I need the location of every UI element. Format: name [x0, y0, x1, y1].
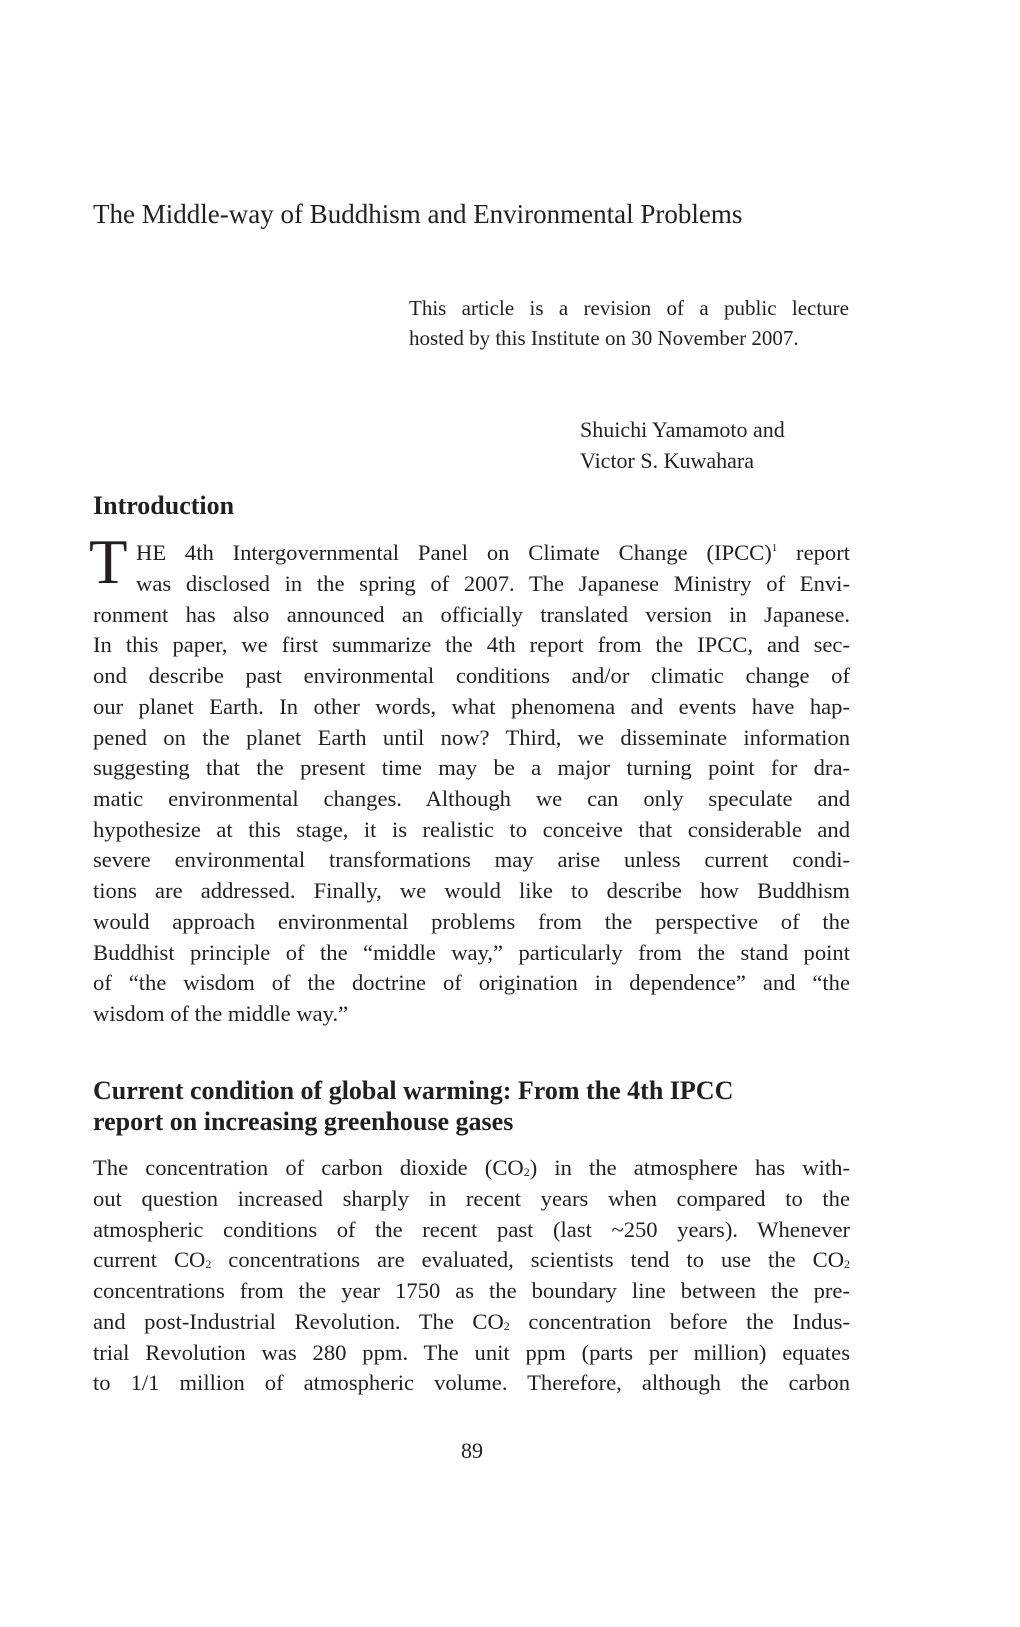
- drop-cap: T: [89, 527, 128, 597]
- paragraph-line: The concentration of carbon dioxide $(CO_2)$ in the atmosphere has with-: [93, 1155, 850, 1180]
- paragraph-line: concentrations from the year 1750 as the boundary line between the pre-: [93, 1278, 850, 1303]
- paragraph-line: pened on the planet Earth until now? Third, we disseminate information: [93, 725, 850, 750]
- paragraph-line: tions are addressed. Finally, we would like to describe how Buddhism: [93, 878, 850, 903]
- paragraph-line: out question increased sharply in recent years when compared to the: [93, 1186, 850, 1211]
- page-number: 89: [461, 1438, 483, 1463]
- paragraph-line: ond describe past environmental conditions and/or climatic change of: [93, 663, 850, 688]
- article-title: The Middle-way of Buddhism and Environmental Problems: [93, 199, 743, 229]
- footnote-marker: 1: [771, 542, 778, 554]
- article-note-line: This article is a revision of a public lecture: [409, 296, 849, 320]
- paragraph-line: to 1/1 million of atmospheric volume. Therefore, although the carbon: [93, 1370, 850, 1395]
- paragraph-line: our planet Earth. In other words, what phenomena and events have hap-: [93, 694, 850, 719]
- paragraph-line: suggesting that the present time may be a major turning point for dra-: [93, 755, 850, 780]
- paragraph-line: In this paper, we first summarize the 4th report from the IPCC, and sec-: [93, 632, 850, 657]
- paragraph-line: and post-Industrial Revolution. The $CO_2$ concentration before the Indus-: [93, 1309, 850, 1334]
- author-line: Shuichi Yamamoto and: [580, 417, 785, 442]
- section-heading-global-warming: report on increasing greenhouse gases: [93, 1107, 514, 1136]
- paragraph-line: atmospheric conditions of the recent past (last ~250 years). Whenever: [93, 1217, 850, 1242]
- paragraph-line: would approach environmental problems from the perspective of the: [93, 909, 850, 934]
- paragraph-line: wisdom of the middle way.”: [93, 1001, 349, 1026]
- paragraph-line: HE 4th Intergovernmental Panel on Climate Change (IPCC)$^1$ report: [136, 540, 850, 565]
- article-note-line: hosted by this Institute on 30 November 2007.: [409, 326, 799, 350]
- paragraph-line: was disclosed in the spring of 2007. The Japanese Ministry of Envi-: [136, 571, 850, 596]
- paragraph-line: severe environmental transformations may arise unless current condi-: [93, 847, 850, 872]
- paragraph-line: of “the wisdom of the doctrine of origination in dependence” and “the: [93, 970, 850, 995]
- author-line: Victor S. Kuwahara: [580, 448, 755, 473]
- paragraph-line: trial Revolution was 280 ppm. The unit ppm (parts per million) equates: [93, 1340, 850, 1365]
- paragraph-line: ronment has also announced an officially translated version in Japanese.: [93, 602, 850, 627]
- paragraph-line: Buddhist principle of the “middle way,” particularly from the stand point: [93, 940, 850, 965]
- paragraph-line: hypothesize at this stage, it is realistic to conceive that considerable and: [93, 817, 850, 842]
- paragraph-line: current $CO_2$ concentrations are evaluated, scientists tend to use the $CO_2$: [93, 1247, 851, 1272]
- paragraph-line: matic environmental changes. Although we can only speculate and: [93, 786, 850, 811]
- section-heading-global-warming: Current condition of global warming: From the 4th IPCC: [93, 1076, 734, 1105]
- section-heading-introduction: Introduction: [93, 491, 235, 520]
